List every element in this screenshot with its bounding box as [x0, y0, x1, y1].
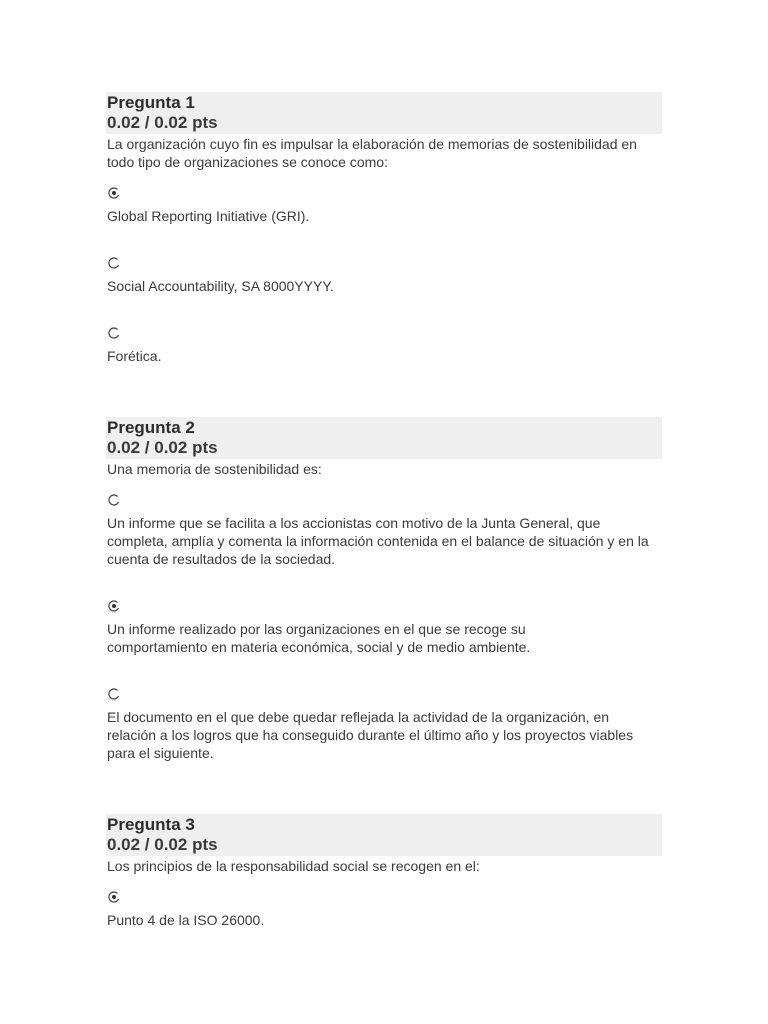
answer-option[interactable]: [106, 494, 662, 568]
answer-option[interactable]: [106, 187, 662, 225]
question-header: [106, 814, 662, 856]
question-points: 0.02 / 0.02 pts: [107, 113, 218, 132]
answer-option[interactable]: [106, 688, 662, 762]
question-points: 0.02 / 0.02 pts: [107, 835, 218, 854]
question-text: Una memoria de sostenibilidad es:: [107, 461, 322, 477]
answer-option[interactable]: [106, 257, 662, 295]
radio-unselected-icon[interactable]: [108, 327, 120, 339]
radio-unselected-icon[interactable]: [108, 688, 120, 700]
answer-text: Punto 4 de la ISO 26000.: [107, 912, 265, 928]
answer-text: Social Accountability, SA 8000YYYY.: [107, 278, 334, 294]
question-header: [106, 417, 662, 459]
answer-text: El documento en el que debe quedar reflejada la actividad de la organización, en relación a los logros que ha conseguido durante el último año y los proyectos viables para el siguiente.: [107, 709, 634, 761]
radio-selected-icon[interactable]: [108, 187, 120, 199]
question-title: Pregunta 1: [107, 93, 195, 112]
answer-text: Forética.: [107, 348, 162, 364]
question-title: Pregunta 3: [107, 815, 195, 834]
question-header: [106, 92, 662, 134]
question-1: [106, 92, 662, 364]
radio-unselected-icon[interactable]: [108, 494, 120, 506]
answer-option[interactable]: [106, 327, 662, 365]
question-3: [106, 814, 662, 928]
question-text: Los principios de la responsabilidad social se recogen en el:: [107, 858, 480, 874]
radio-selected-icon[interactable]: [108, 600, 120, 612]
radio-selected-icon[interactable]: [108, 891, 120, 903]
answer-text: Un informe realizado por las organizaciones en el que se recoge su comportamiento en materia económica, social y de medio ambiente.: [107, 621, 531, 655]
question-title: Pregunta 2: [107, 418, 195, 437]
answer-text: Un informe que se facilita a los accionistas con motivo de la Junta General, que completa, amplía y comenta la información contenida en el balance de situación y en la cuenta de resultados de la sociedad.: [107, 515, 649, 567]
question-points: 0.02 / 0.02 pts: [107, 438, 218, 457]
question-text: La organización cuyo fin es impulsar la elaboración de memorias de sostenibilidad en todo tipo de organizaciones se conoce como:: [107, 136, 637, 170]
radio-unselected-icon[interactable]: [108, 257, 120, 269]
answer-text: Global Reporting Initiative (GRI).: [107, 208, 310, 224]
answer-option[interactable]: [106, 891, 662, 929]
answer-option[interactable]: [106, 600, 662, 656]
question-2: [106, 417, 662, 761]
